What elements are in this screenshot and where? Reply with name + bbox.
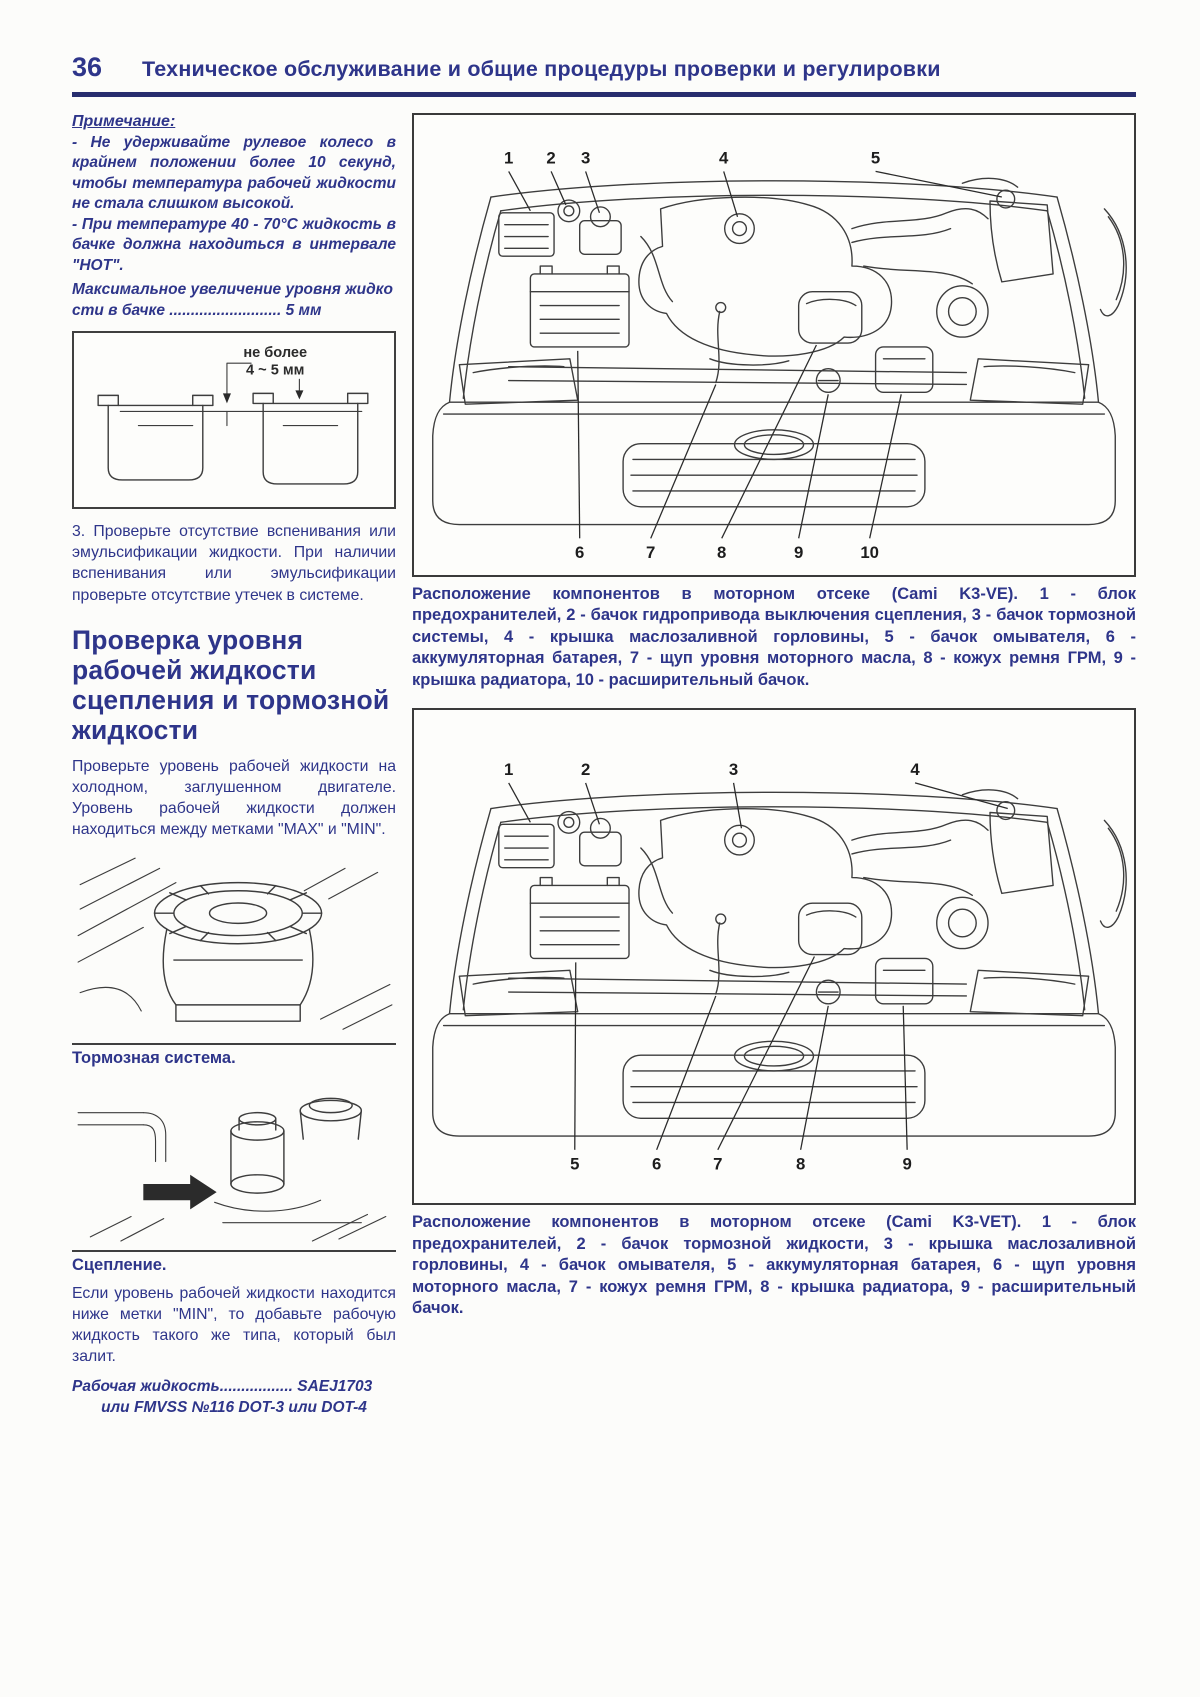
- section-heading: Проверка уровня рабочей жидкости сцепления и тормозной жидкости: [72, 624, 390, 745]
- callout-number: 1: [504, 148, 514, 168]
- para-min-level: Если уровень рабочей жидкости находится ниже метки "MIN", то добавьте рабочую жидкость такого же типа, который был залит.: [72, 1284, 396, 1366]
- note-item: - При температуре 40 - 70°C жидкость в бачке должна находиться в интервале "HOT".: [72, 215, 396, 274]
- brake-reservoir-figure: [72, 850, 396, 1040]
- fluid-spec: [72, 1377, 396, 1419]
- spec-line: Максимальное увеличение уровня жидкости в бачке .......................... 5 мм: [72, 281, 393, 319]
- engine-bay-drawing-k3ve: [414, 115, 1134, 575]
- engine-bay-figure-k3vet: [412, 708, 1136, 1205]
- callout-number: 2: [546, 148, 556, 168]
- clutch-reservoir-figure: [72, 1078, 396, 1248]
- fluid-spec-line: или FMVSS №116 DOT-3 или DOT-4: [101, 1399, 367, 1417]
- callout-number: 7: [646, 543, 656, 563]
- callout-number: 3: [728, 760, 739, 780]
- callout-number: 4: [719, 148, 729, 168]
- section-intro: Проверьте уровень рабочей жидкости на холодном, заглушенном двигателе. Уровень рабочей жидкости должен находиться между метками "MAX" и "MIN".: [72, 757, 396, 838]
- callout-number: 1: [504, 760, 514, 780]
- left-column: [72, 113, 396, 1419]
- figure-label: не более: [243, 345, 308, 362]
- page-title: Техническое обслуживание и общие процедуры проверки и регулировки: [142, 57, 941, 81]
- reservoir-left: [98, 395, 213, 480]
- engine-figure-caption-k3ve: Расположение компонентов в моторном отсеке (Cami K3-VE). 1 - блок предохранителей, 2 - бачок гидропривода выключения сцепления, 3 - бачок тормозной системы, 4 - крышка маслозаливной горловины, 5 - бачок омывателя, 6 - аккумуляторная батарея, 7 - щуп уровня моторного масла, 8 - кожух ремня ГРМ, 9 - крышка радиатора, 10 - расширительный бачок.: [412, 585, 1136, 689]
- callout-number: 2: [580, 760, 591, 780]
- callout-number: 6: [575, 543, 585, 563]
- engine-bay-drawing-k3vet: [414, 710, 1134, 1203]
- level-check-drawing: [74, 333, 394, 502]
- callout-number: 4: [910, 760, 920, 780]
- right-column: [412, 113, 1136, 1419]
- clutch-reservoir: [231, 1112, 284, 1192]
- reservoir-cap: [155, 883, 322, 944]
- figure-label: 4 ~ 5 мм: [246, 362, 305, 379]
- engine-bay-figure-k3ve: [412, 113, 1136, 577]
- note-heading: Примечание:: [72, 113, 176, 130]
- fluid-spec-line: Рабочая жидкость................. SAEJ1703: [72, 1378, 373, 1396]
- callout-number: 8: [795, 1154, 806, 1174]
- para-foaming: 3. Проверьте отсутствие вспенивания или эмульсификации жидкости. При наличии вспенивания или эмульсификации проверьте отсутствие утечек в системе.: [72, 523, 396, 604]
- pointer-arrow: [143, 1174, 216, 1209]
- reservoir-right: [253, 393, 368, 484]
- brake-reservoir-drawing: [72, 850, 396, 1035]
- callout-number: 5: [570, 1154, 580, 1174]
- engine-figure-caption-k3vet: Расположение компонентов в моторном отсеке (Cami K3-VET). 1 - блок предохранителей, 2 - бачок тормозной жидкости, 3 - крышка маслозаливной горловины, 4 - бачок омывателя, 5 - аккумуляторная батарея, 6 - щуп уровня моторного масла, 7 - кожух ремня ГРМ, 8 - крышка радиатора, 9 - расширительный бачок.: [412, 1213, 1136, 1317]
- callout-number: 6: [651, 1154, 662, 1174]
- clutch-reservoir-drawing: [72, 1078, 396, 1243]
- callout-number: 8: [717, 543, 727, 563]
- callout-number: 10: [860, 543, 879, 563]
- callout-number: 9: [902, 1154, 912, 1174]
- engine-bay-art: [433, 178, 1126, 524]
- callout-number: 3: [580, 148, 591, 168]
- callout-number: 5: [870, 148, 881, 168]
- level-check-figure: [72, 331, 396, 509]
- clutch-figure-caption: Сцепление.: [72, 1250, 396, 1275]
- page-header: [72, 52, 1136, 97]
- note-item: - Не удерживайте рулевое колесо в крайнем положении более 10 секунд, чтобы температура рабочей жидкости не стала слишком высокой.: [72, 134, 396, 213]
- brake-reservoir-small: [300, 1098, 361, 1139]
- callout-number: 7: [713, 1154, 723, 1174]
- callout-number: 9: [793, 543, 804, 563]
- brake-figure-caption: Тормозная система.: [72, 1043, 396, 1068]
- page-number: 36: [72, 52, 103, 82]
